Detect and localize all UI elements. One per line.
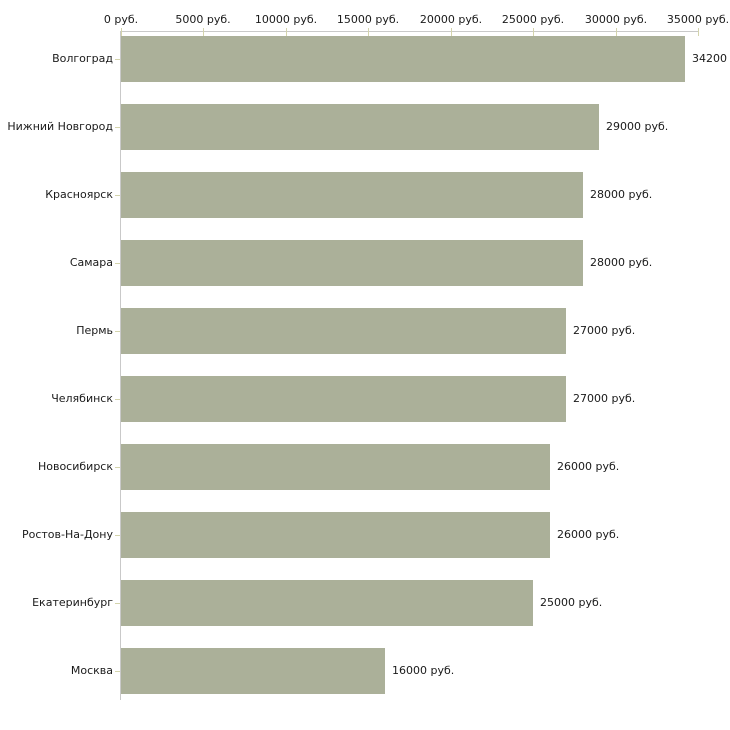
bar [121,36,685,82]
value-label: 28000 руб. [590,188,653,201]
category-tick-mark [115,331,120,332]
bar [121,512,550,558]
category-label: Красноярск [45,188,113,201]
value-label: 34200 [692,52,727,65]
x-tick-mark [451,28,452,36]
category-label: Ростов-На-Дону [21,528,113,541]
category-label: Пермь [76,324,113,337]
bar [121,580,533,626]
category-tick-mark [115,59,120,60]
x-tick-mark [616,28,617,36]
x-tick-label: 20000 руб. [419,13,483,26]
bar [121,444,550,490]
value-label: 27000 руб. [573,392,636,405]
x-tick-label: 0 руб. [103,13,139,26]
category-tick-mark [115,263,120,264]
value-label: 26000 руб. [557,460,620,473]
bar [121,104,599,150]
x-axis-line [121,31,699,32]
value-label: 27000 руб. [573,324,636,337]
category-tick-mark [115,671,120,672]
x-tick-mark [368,28,369,36]
value-label: 28000 руб. [590,256,653,269]
bar [121,376,566,422]
x-tick-label: 15000 руб. [336,13,400,26]
bar [121,240,583,286]
value-label: 25000 руб. [540,596,603,609]
x-tick-label: 35000 руб. [666,13,730,26]
x-tick-mark [533,28,534,36]
category-tick-mark [115,195,120,196]
x-tick-mark [698,28,699,36]
value-label: 26000 руб. [557,528,620,541]
category-label: Новосибирск [37,460,113,473]
x-tick-label: 10000 руб. [254,13,318,26]
category-tick-mark [115,399,120,400]
category-tick-mark [115,603,120,604]
x-tick-label: 5000 руб. [175,13,231,26]
x-tick-mark [203,28,204,36]
category-label: Волгоград [52,52,113,65]
value-label: 16000 руб. [392,664,455,677]
category-label: Челябинск [51,392,113,405]
category-tick-mark [115,467,120,468]
category-tick-mark [115,535,120,536]
value-label: 29000 руб. [606,120,669,133]
category-label: Екатеринбург [32,596,113,609]
x-tick-mark [121,28,122,36]
category-label: Самара [69,256,113,269]
bar [121,308,566,354]
bar [121,648,385,694]
category-label: Москва [70,664,113,677]
x-tick-label: 25000 руб. [501,13,565,26]
x-tick-mark [286,28,287,36]
x-tick-label: 30000 руб. [584,13,648,26]
category-label: Нижний Новгород [7,120,113,133]
category-tick-mark [115,127,120,128]
bar [121,172,583,218]
